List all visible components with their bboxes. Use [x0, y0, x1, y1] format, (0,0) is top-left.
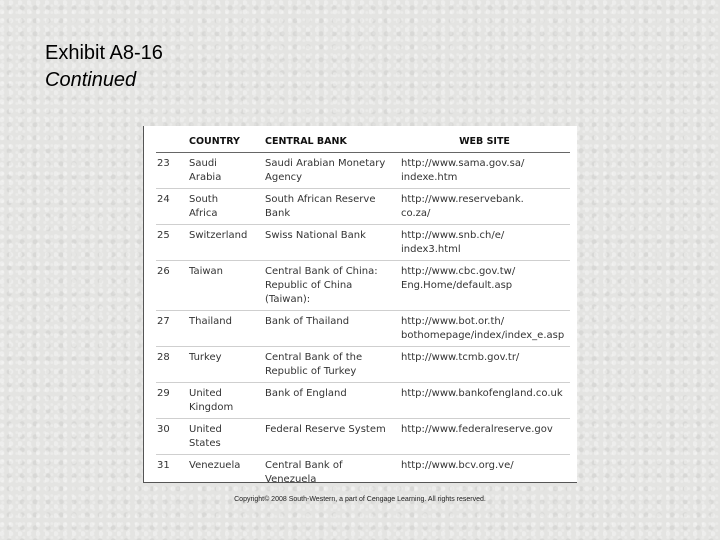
central-bank-cell-line: Federal Reserve System — [265, 424, 386, 435]
country-cell-line: Africa — [189, 208, 218, 219]
central-bank-cell-line: Republic of China — [265, 280, 353, 291]
country-cell — [187, 347, 263, 383]
web-site-cell-line: co.za/ — [401, 208, 431, 219]
central-bank-cell — [263, 311, 399, 347]
row-number: 31 — [157, 460, 170, 471]
country-cell-line: South — [189, 194, 219, 205]
central-bank-cell-line: Bank — [265, 208, 291, 219]
web-site-cell-line: indexe.htm — [401, 172, 458, 183]
header-country: COUNTRY — [187, 134, 263, 153]
table-row — [156, 311, 570, 347]
row-number: 27 — [156, 311, 187, 347]
central-bank-cell-line: Central Bank of China: — [265, 266, 378, 277]
central-bank-cell-line: Bank of Thailand — [265, 316, 350, 327]
country-cell-line: Kingdom — [189, 402, 234, 413]
country-cell — [187, 225, 263, 261]
central-bank-cell-line: Central Bank of the — [265, 352, 363, 363]
slide-title — [45, 40, 163, 94]
central-bank-cell — [263, 383, 399, 419]
table-row — [156, 261, 570, 311]
central-bank-cell — [263, 261, 399, 311]
country-cell — [187, 153, 263, 189]
web-site-cell-line: http://www.reservebank. — [401, 194, 524, 205]
table-row — [156, 347, 570, 383]
row-number: 26 — [156, 261, 187, 311]
web-site-cell — [399, 347, 570, 383]
exhibit-label: Exhibit A8-16 — [45, 42, 163, 64]
web-site-cell-line: http://www.bcv.org.ve/ — [401, 460, 514, 471]
country-cell-line: United — [189, 424, 222, 435]
web-site-cell-line: http://www.bot.or.th/ — [401, 316, 505, 327]
central-bank-cell-line: South African Reserve — [265, 194, 376, 205]
country-cell-line: States — [189, 438, 221, 449]
country-cell-line: Venezuela — [189, 460, 241, 471]
continued-label: Continued — [45, 69, 137, 91]
central-bank-cell-line: Central Bank of — [265, 460, 343, 471]
country-cell-line: Arabia — [189, 172, 222, 183]
country-cell-line: Turkey — [189, 352, 222, 363]
web-site-cell-line: http://www.bankofengland.co.uk — [401, 388, 563, 399]
central-bank-cell — [263, 455, 399, 491]
central-bank-cell — [263, 225, 399, 261]
country-cell-line: United — [189, 388, 222, 399]
central-bank-cell-line: Republic of Turkey — [265, 366, 357, 377]
row-number: 25 — [156, 225, 187, 261]
web-site-cell-line: http://www.snb.ch/e/ — [401, 230, 505, 241]
header-web-site: WEB SITE — [399, 134, 570, 153]
table-row — [156, 225, 570, 261]
table-body — [156, 153, 570, 491]
table-header-row — [156, 134, 570, 153]
central-bank-table — [156, 134, 570, 490]
web-site-cell-line: index3.html — [401, 244, 461, 255]
web-site-cell — [399, 311, 570, 347]
web-site-cell — [399, 225, 570, 261]
web-site-cell — [399, 419, 570, 455]
central-bank-cell-line: Agency — [265, 172, 303, 183]
web-site-cell — [399, 261, 570, 311]
table-row — [156, 189, 570, 225]
web-site-cell — [399, 455, 570, 491]
central-bank-cell-line: Saudi Arabian Monetary — [265, 158, 386, 169]
central-bank-cell — [263, 419, 399, 455]
web-site-cell-line: Eng.Home/default.asp — [401, 280, 513, 291]
web-site-cell-line: http://www.tcmb.gov.tr/ — [401, 352, 520, 363]
country-cell — [187, 189, 263, 225]
row-number: 29 — [156, 383, 187, 419]
country-cell — [187, 455, 263, 491]
central-bank-cell-line: Bank of England — [265, 388, 347, 399]
country-cell — [187, 311, 263, 347]
central-bank-cell — [263, 347, 399, 383]
central-bank-cell — [263, 153, 399, 189]
central-bank-cell — [263, 189, 399, 225]
web-site-cell-line: http://www.sama.gov.sa/ — [401, 158, 525, 169]
central-bank-table-panel — [143, 126, 577, 483]
header-number — [156, 134, 187, 153]
country-cell — [187, 419, 263, 455]
table-row — [156, 153, 570, 189]
country-cell-line: Saudi — [189, 158, 217, 169]
central-bank-cell-line: Swiss National Bank — [265, 230, 366, 241]
web-site-cell-line: bothomepage/index/index_e.asp — [401, 330, 565, 341]
web-site-cell — [399, 383, 570, 419]
table-row — [156, 383, 570, 419]
row-number: 28 — [156, 347, 187, 383]
table-row — [156, 455, 570, 491]
table-row — [156, 419, 570, 455]
web-site-cell-line: http://www.federalreserve.gov — [401, 424, 553, 435]
web-site-cell — [399, 153, 570, 189]
row-number: 23 — [156, 153, 187, 189]
country-cell — [187, 261, 263, 311]
web-site-cell — [399, 189, 570, 225]
row-number: 30 — [156, 419, 187, 455]
country-cell-line: Taiwan — [189, 266, 224, 277]
copyright-notice: Copyright© 2008 South-Western, a part of Cengage Learning. All rights reserved. — [234, 496, 486, 503]
web-site-cell-line: http://www.cbc.gov.tw/ — [401, 266, 516, 277]
country-cell — [187, 383, 263, 419]
header-central-bank: CENTRAL BANK — [263, 134, 399, 153]
row-number: 24 — [156, 189, 187, 225]
country-cell-line: Thailand — [189, 316, 232, 327]
central-bank-cell-line: Venezuela — [265, 474, 317, 485]
country-cell-line: Switzerland — [189, 230, 248, 241]
central-bank-cell-line: (Taiwan): — [265, 294, 311, 305]
